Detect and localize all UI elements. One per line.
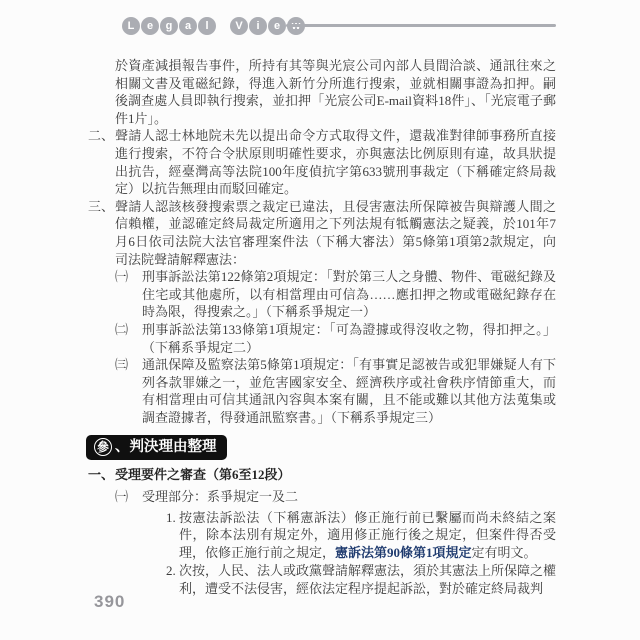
sub-item-3 <box>115 356 556 426</box>
header-rule <box>286 24 556 27</box>
page-number: 390 <box>94 592 126 611</box>
paragraph-text: 聲請人認士林地院未先以提出命令方式取得文件，還裁准對律師事務所直接進行搜索，不符合令狀原則明確性要求，亦與憲法比例原則有違，故具狀提出抗告，經臺灣高等法院100年度偵抗字第633號刑事裁定（下稱確定終局裁定）以抗告無理由而駁回確定。 <box>115 128 556 197</box>
paragraph-text: 於資產減損報告事件，所持有其等與光宸公司內部人員間洽談、通訊往來之相關文書及電磁紀錄，得進入新竹分所進行搜索，並就相關事證為扣押。嗣後調查處人員即執行搜索，並扣押「光宸公司E-mail資料18件」、「光宸電子郵件1片」。 <box>115 58 556 126</box>
point-text-prefix: 按憲法訴訟法（下稱憲訴法）修正施行前已繫屬而尚未終結之案件，除本法別有規定外，適用修正施行後之規定，但案件得否受理，依修正施行前之規定， <box>179 509 556 560</box>
list-marker: ㈠ <box>115 489 129 505</box>
sub-item-2 <box>115 321 556 356</box>
list-marker: ㈢ <box>115 357 129 373</box>
list-marker <box>88 57 115 127</box>
section-header-label: 、判決理由整理 <box>115 439 217 456</box>
sub-item-1 <box>115 268 556 321</box>
section-header-row <box>86 435 556 460</box>
logo-letter-bubble: e <box>268 17 286 35</box>
judgment-point-1 <box>166 509 556 562</box>
logo-letter-bubble: e <box>141 17 159 35</box>
paragraph-text: 聲請人認該核發搜索票之裁定已違法，且侵害憲法所保障被告與辯護人間之信賴權，並認確定終局裁定所適用之下列法規有牴觸憲法之疑義，於101年7月6日依司法院大法官審理案件法（下稱大審法）第5條第1項第2款規定，向司法院聲請解釋憲法： <box>115 198 556 267</box>
list-marker: ㈡ <box>115 321 129 337</box>
section-header-badge <box>86 435 227 460</box>
point-text-suffix: 定有明文。 <box>471 544 537 560</box>
list-item-3 <box>88 198 556 268</box>
paragraph-text <box>179 509 556 562</box>
statute-highlight: 憲訴法第90條第1項規定 <box>335 544 472 560</box>
list-marker: 2. <box>166 563 176 579</box>
judgment-subheading <box>115 488 556 506</box>
logo-letter-bubble: g <box>160 17 178 35</box>
list-marker: ㈠ <box>115 269 129 285</box>
paragraph-text: 刑事訴訟法第122條第2項規定：「對於第三人之身體、物件、電磁紀錄及住宅或其他處所，以有相當理由可信為……應扣押之物或電磁紀錄存在時為限，得搜索之。」（下稱系爭規定一） <box>142 269 556 320</box>
paragraph-continuation <box>88 57 556 127</box>
list-marker: 二、 <box>88 128 115 144</box>
logo-letter-bubble: L <box>122 17 140 35</box>
list-marker: 1. <box>166 509 176 525</box>
heading-text: 受理要件之審查（第6至12段） <box>115 467 291 483</box>
circled-numeral: 參 <box>94 438 112 456</box>
logo-letter-bubble: V <box>230 17 248 35</box>
legal-view-logo <box>122 16 306 36</box>
paragraph-text: 通訊保障及監察法第5條第1項規定：「有事實足認被告或犯罪嫌疑人有下列各款罪嫌之一，並危害國家安全、經濟秩序或社會秩序情節重大，而有相當理由可信其通訊內容與本案有關，且不能或難以其他方法蒐集或調查證據者，得發通訊監察書。」（下稱系爭規定三） <box>142 357 556 425</box>
paragraph-text: 次按，人民、法人或政黨聲請解釋憲法，須於其憲法上所保障之權利，遭受不法侵害，經依法定程序提起訴訟，對於確定終局裁判 <box>179 563 557 597</box>
logo-letter-bubble: l <box>198 17 216 35</box>
list-marker: 一、 <box>88 467 115 483</box>
logo-letter-bubble: i <box>249 17 267 35</box>
list-item-2 <box>88 127 556 197</box>
judgment-heading <box>88 466 556 484</box>
list-marker: 三、 <box>88 198 115 214</box>
paragraph-text: 刑事訴訟法第133條第1項規定：「可為證據或得沒收之物，得扣押之。」（下稱系爭規定二） <box>142 321 556 355</box>
paragraph-text: 受理部分：系爭規定一及二 <box>142 489 299 505</box>
logo-letter-bubble: a <box>179 17 197 35</box>
judgment-point-2 <box>166 562 556 597</box>
page-content <box>88 57 556 599</box>
